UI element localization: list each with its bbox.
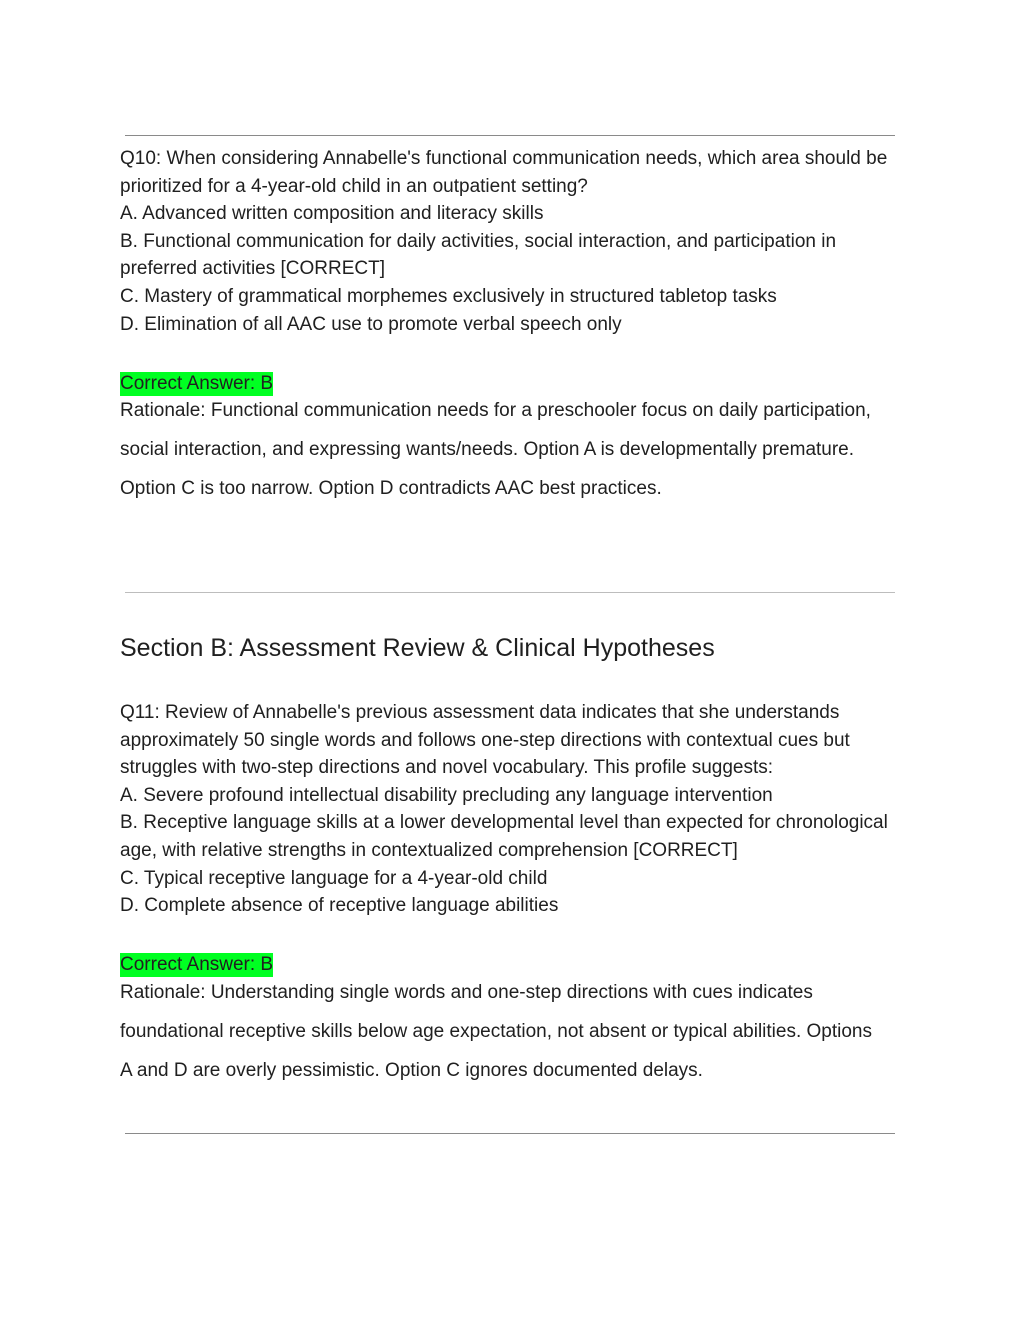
question-11-option-d: D. Complete absence of receptive language abilities [120,895,559,917]
question-10-option-c: C. Mastery of grammatical morphemes exclusively in structured tabletop tasks [120,285,777,307]
question-10-option-d: D. Elimination of all AAC use to promote verbal speech only [120,313,622,335]
question-11 [120,699,910,920]
question-10-rationale: Rationale: Functional communication needs for a preschooler focus on daily participation, social interaction, and expressing wants/needs. Option A is developmentally premature. Option C is too narrow. Option D contradicts AAC best practices. [120,400,871,499]
question-11-rationale: Rationale: Understanding single words and one-step directions with cues indicates foundational receptive skills below age expectation, not absent or typical abilities. Options A and D are overly pessimistic. Option C ignores documented delays. [120,982,872,1081]
question-10-option-a: A. Advanced written composition and literacy skills [120,203,544,225]
question-11-option-c: C. Typical receptive language for a 4-year-old child [120,867,548,889]
question-10-option-b: B. Functional communication for daily activities, social interaction, and participation in preferred activities [CORRECT] [120,230,837,280]
question-11-text: Q11: Review of Annabelle's previous assessment data indicates that she understands approximately 50 single words and follows one-step directions with contextual cues but struggles with two-step directions and novel vocabulary. This profile suggests: [120,702,850,779]
horizontal-divider-bottom [125,1133,895,1134]
question-10-text: Q10: When considering Annabelle's functional communication needs, which area should be prioritized for a 4-year-old child in an outpatient setting? [120,148,888,197]
question-11-option-a: A. Severe profound intellectual disability precluding any language intervention [120,784,773,806]
question-10 [120,145,910,338]
question-10-correct-answer: Correct Answer: B [120,373,274,394]
section-b-title: Section B: Assessment Review & Clinical Hypotheses [120,634,715,662]
horizontal-divider-middle [125,592,895,593]
horizontal-divider-top [125,135,895,136]
question-11-option-b: B. Receptive language skills at a lower developmental level than expected for chronological age, with relative strengths in contextualized comprehension [CORRECT] [120,812,888,861]
question-11-correct-answer: Correct Answer: B [120,954,274,975]
